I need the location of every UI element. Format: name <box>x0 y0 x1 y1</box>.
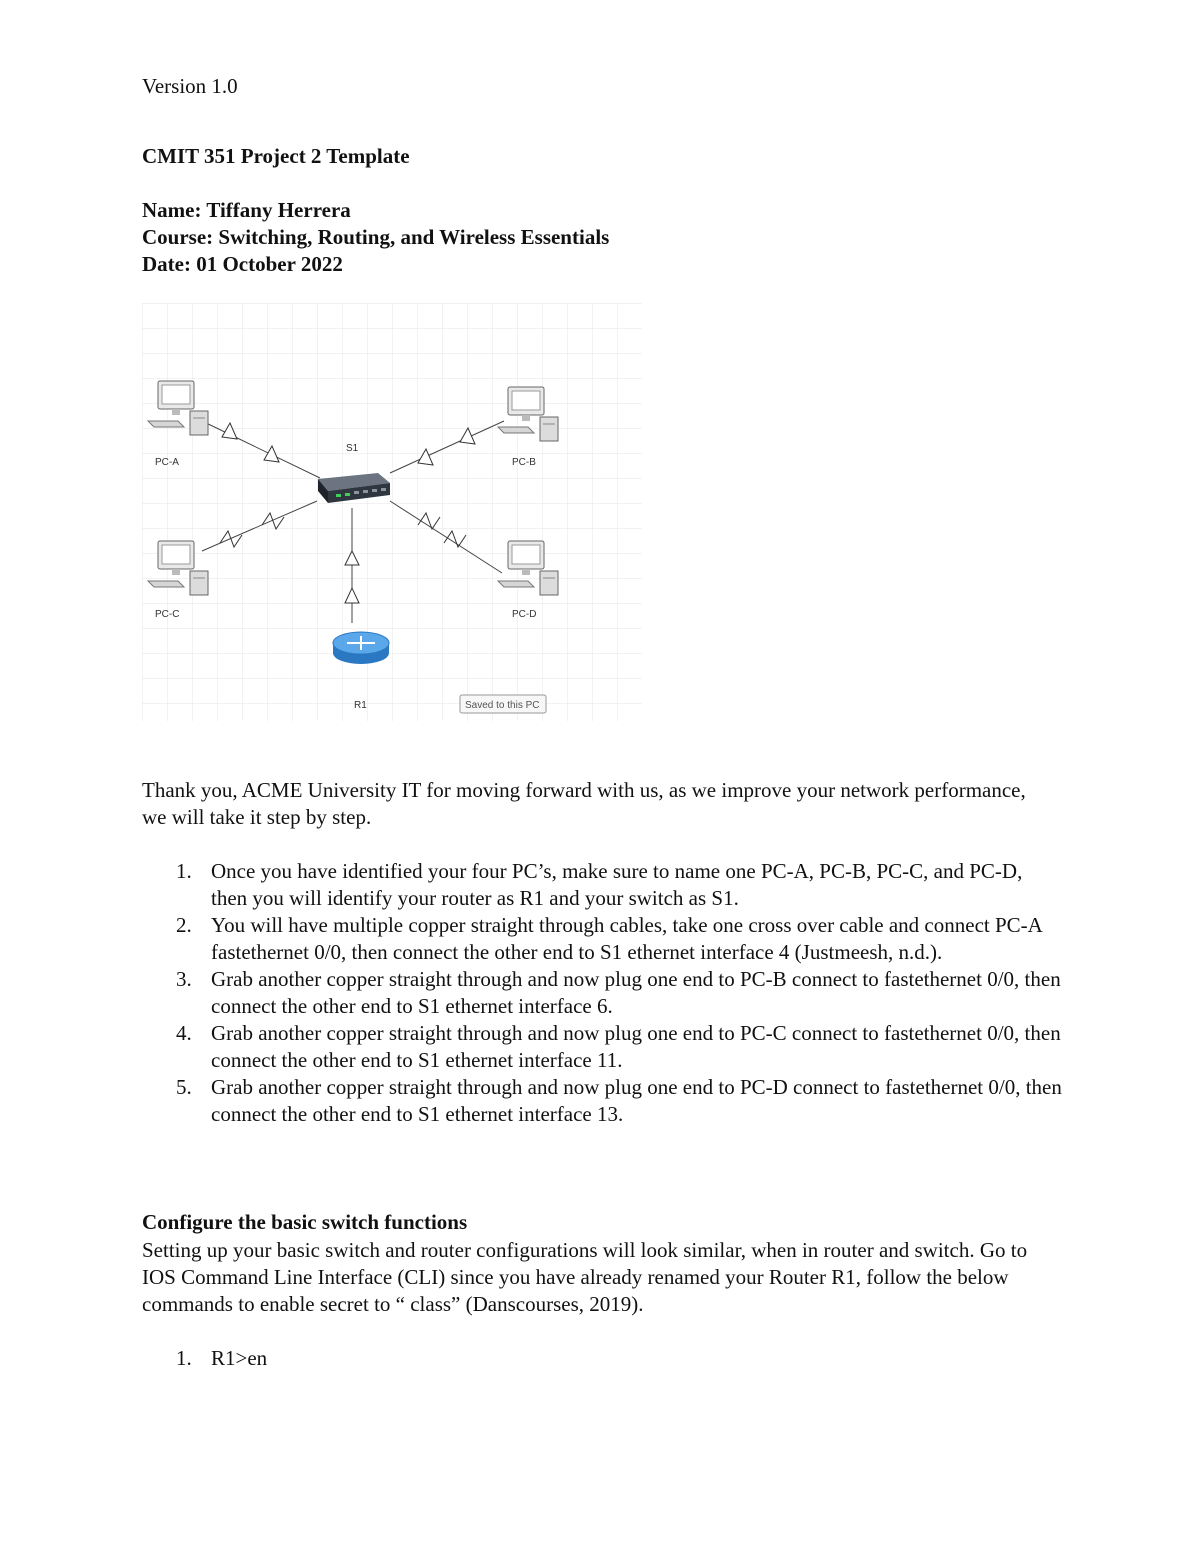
list-item <box>142 858 1062 912</box>
list-text: Grab another copper straight through and now plug one end to PC-B connect to fastethernet 0/0, then connect the other end to S1 ethernet interface 6. <box>211 967 1061 1018</box>
list-item <box>142 1345 1062 1372</box>
list-text: You will have multiple copper straight through cables, take one cross over cable and connect PC-A fastethernet 0/0, then connect the other end to S1 ethernet interface 4 (Justmeesh, n.d.). <box>211 913 1042 964</box>
label-pc-a: PC-A <box>155 457 179 468</box>
version-label: Version 1.0 <box>142 74 238 98</box>
network-diagram <box>142 303 642 721</box>
section-heading: Configure the basic switch functions <box>142 1210 468 1234</box>
list-item <box>142 966 1062 1020</box>
list-number: 1. <box>176 859 192 883</box>
setup-steps <box>142 858 1062 1128</box>
list-item <box>142 912 1062 966</box>
list-number: 4. <box>176 1021 192 1045</box>
course-name: Course: Switching, Routing, and Wireless Essentials <box>142 225 610 249</box>
list-number: 5. <box>176 1075 192 1099</box>
config-paragraph: Setting up your basic switch and router configurations will look similar, when in router and switch. Go to IOS Command Line Interface (CLI) since you have already renamed your Router R1, follow the below commands to enable secret to “ class” (Danscourses, 2019). <box>142 1238 1028 1316</box>
label-pc-d: PC-D <box>512 609 537 620</box>
router-icon <box>333 632 389 664</box>
author-name: Name: Tiffany Herrera <box>142 198 351 222</box>
document-meta <box>142 197 609 278</box>
command-steps <box>142 1345 1062 1372</box>
list-item <box>142 1020 1062 1074</box>
list-text: Grab another copper straight through and now plug one end to PC-D connect to fastethernet 0/0, then connect the other end to S1 ethernet interface 13. <box>211 1075 1062 1126</box>
list-number: 1. <box>176 1346 192 1370</box>
list-text: R1>en <box>211 1346 268 1370</box>
label-pc-b: PC-B <box>512 457 536 468</box>
diagram-grid <box>142 303 642 721</box>
saved-badge-text: Saved to this PC <box>465 700 540 711</box>
document-title: CMIT 351 Project 2 Template <box>142 144 410 168</box>
document-date: Date: 01 October 2022 <box>142 252 343 276</box>
list-item <box>142 1074 1062 1128</box>
list-number: 2. <box>176 913 192 937</box>
list-text: Grab another copper straight through and now plug one end to PC-C connect to fastethernet 0/0, then connect the other end to S1 ethernet interface 11. <box>211 1021 1061 1072</box>
label-pc-c: PC-C <box>155 609 180 620</box>
intro-paragraph: Thank you, ACME University IT for moving forward with us, as we improve your network performance, we will take it step by step. <box>142 778 1026 829</box>
list-number: 3. <box>176 967 192 991</box>
label-switch: S1 <box>346 443 359 454</box>
label-router: R1 <box>354 700 367 711</box>
list-text: Once you have identified your four PC’s, make sure to name one PC-A, PC-B, PC-C, and PC-D, then you will identify your router as R1 and your switch as S1. <box>211 859 1023 910</box>
